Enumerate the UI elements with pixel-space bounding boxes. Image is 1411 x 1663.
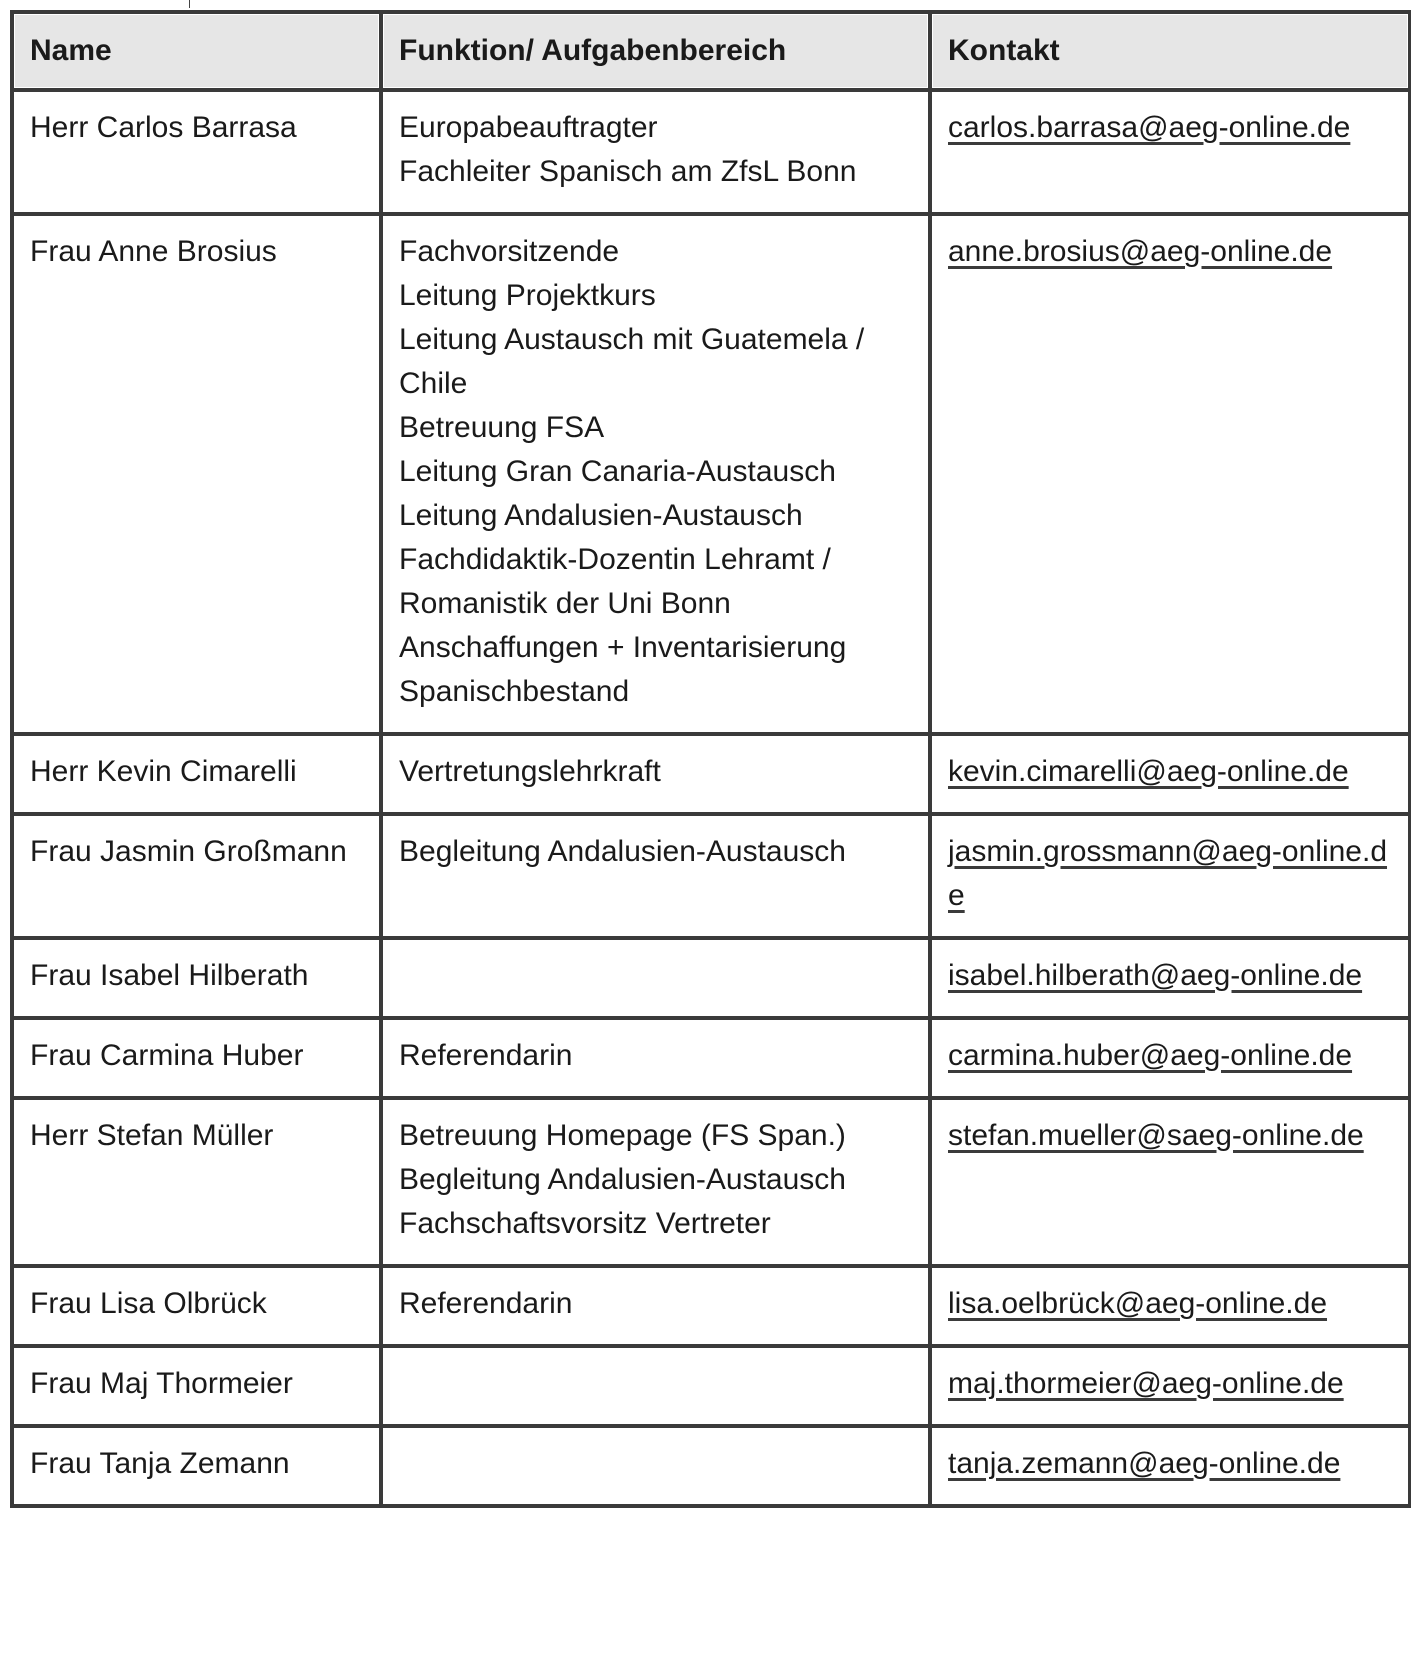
cell-name: Frau Anne Brosius — [12, 214, 381, 734]
email-link[interactable]: anne.brosius@aeg-online.de — [948, 235, 1333, 268]
function-item: Europabeauftragter — [399, 111, 658, 144]
email-link[interactable]: tanja.zemann@aeg-online.de — [948, 1447, 1341, 1480]
email-link[interactable]: lisa.oelbrück@aeg-online.de — [948, 1287, 1328, 1320]
header-contact: Kontakt — [930, 12, 1410, 90]
email-link[interactable]: carmina.huber@aeg-online.de — [948, 1039, 1353, 1072]
cell-contact — [930, 214, 1410, 734]
header-function: Funktion/ Aufgabenbereich — [381, 12, 930, 90]
cell-function — [381, 1426, 930, 1506]
cell-contact — [930, 1346, 1410, 1426]
cell-contact — [930, 1098, 1410, 1266]
table-row — [12, 814, 1410, 938]
email-link[interactable]: stefan.mueller@saeg-online.de — [948, 1119, 1364, 1152]
cell-contact — [930, 814, 1410, 938]
cell-name: Frau Lisa Olbrück — [12, 1266, 381, 1346]
cell-function — [381, 90, 930, 214]
table-row — [12, 1266, 1410, 1346]
function-item: Begleitung Andalusien-Austausch — [399, 1163, 846, 1196]
cell-contact — [930, 938, 1410, 1018]
cell-function — [381, 1346, 930, 1426]
cell-function — [381, 1266, 930, 1346]
cell-function — [381, 1098, 930, 1266]
function-item: Leitung Gran Canaria-Austausch — [399, 455, 836, 488]
cell-name: Frau Carmina Huber — [12, 1018, 381, 1098]
table-row — [12, 214, 1410, 734]
cell-name: Herr Kevin Cimarelli — [12, 734, 381, 814]
cell-name: Frau Isabel Hilberath — [12, 938, 381, 1018]
cell-name: Herr Carlos Barrasa — [12, 90, 381, 214]
function-item: Anschaffungen + Inventarisierung Spanischbestand — [399, 631, 847, 708]
cell-name: Frau Jasmin Großmann — [12, 814, 381, 938]
text-cursor-mark — [189, 0, 190, 8]
function-item: Betreuung Homepage (FS Span.) — [399, 1119, 846, 1152]
function-item: Begleitung Andalusien-Austausch — [399, 835, 846, 868]
cell-function — [381, 734, 930, 814]
cell-name: Frau Maj Thormeier — [12, 1346, 381, 1426]
cell-function — [381, 214, 930, 734]
cell-contact — [930, 1426, 1410, 1506]
table-row — [12, 734, 1410, 814]
cell-function — [381, 938, 930, 1018]
email-link[interactable]: maj.thormeier@aeg-online.de — [948, 1367, 1344, 1400]
table-row — [12, 938, 1410, 1018]
cell-contact — [930, 1018, 1410, 1098]
staff-table — [10, 10, 1411, 1508]
function-item: Referendarin — [399, 1287, 573, 1320]
cell-name: Herr Stefan Müller — [12, 1098, 381, 1266]
email-link[interactable]: carlos.barrasa@aeg-online.de — [948, 111, 1351, 144]
header-name: Name — [12, 12, 381, 90]
function-item: Leitung Andalusien-Austausch — [399, 499, 803, 532]
cell-contact — [930, 90, 1410, 214]
function-item: Betreuung FSA — [399, 411, 605, 444]
function-item: Fachleiter Spanisch am ZfsL Bonn — [399, 155, 857, 188]
table-row — [12, 1426, 1410, 1506]
function-item: Fachdidaktik-Dozentin Lehramt / Romanistik der Uni Bonn — [399, 543, 831, 620]
email-link[interactable]: jasmin.grossmann@aeg-online.de — [948, 835, 1388, 912]
function-item: Vertretungslehrkraft — [399, 755, 661, 788]
cell-name: Frau Tanja Zemann — [12, 1426, 381, 1506]
table-row — [12, 90, 1410, 214]
cell-function — [381, 814, 930, 938]
email-link[interactable]: isabel.hilberath@aeg-online.de — [948, 959, 1363, 992]
function-item: Referendarin — [399, 1039, 573, 1072]
header-row — [12, 12, 1410, 90]
cell-contact — [930, 734, 1410, 814]
table-row — [12, 1098, 1410, 1266]
cell-function — [381, 1018, 930, 1098]
cell-contact — [930, 1266, 1410, 1346]
function-item: Leitung Projektkurs — [399, 279, 656, 312]
table-row — [12, 1346, 1410, 1426]
email-link[interactable]: kevin.cimarelli@aeg-online.de — [948, 755, 1349, 788]
staff-table-body — [12, 90, 1410, 1506]
function-item: Leitung Austausch mit Guatemela / Chile — [399, 323, 865, 400]
table-row — [12, 1018, 1410, 1098]
function-item: Fachschaftsvorsitz Vertreter — [399, 1207, 771, 1240]
function-item: Fachvorsitzende — [399, 235, 620, 268]
